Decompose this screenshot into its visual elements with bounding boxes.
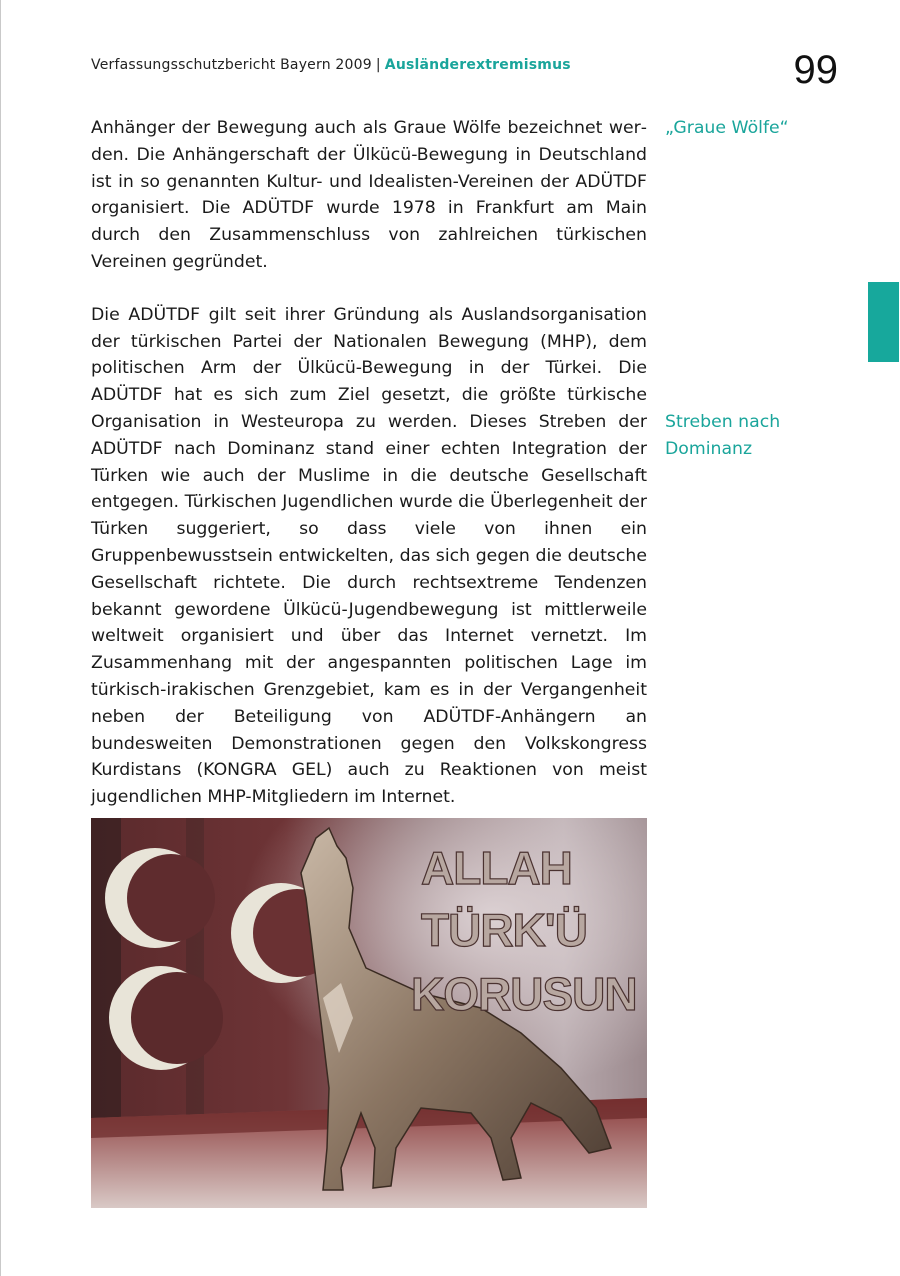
- chapter-tab-marker: [868, 282, 899, 362]
- paragraph: Die ADÜTDF gilt seit ihrer Gründung als Auslandsorganisation der türkischen Partei der Nationalen Bewegung (MHP), dem politischen Arm der Ülkücü-Bewegung in der Türkei. Die ADÜTDF hat es sich zum Ziel gesetzt, die größte türkische Organisation in Westeuropa zu werden. Dieses Streben der ADÜTDF nach Dominanz stand einer echten Integration der Türken wie auch der Muslime in die deutsche Gesellschaft entgegen. Türkischen Jugendlichen wurde die Überlegenheit der Türken suggeriert, so dass viele von ihnen ein Gruppenbewusstsein entwickelten, das sich gegen die deutsche Gesellschaft richtete. Die durch rechtsextreme Tendenzen bekannt gewordene Ülkücü-Jugendbewegung ist mittlerweile weltweit organisiert und über das Internet vernetzt. Im Zusammenhang mit der angespannten politischen Lage im türkisch-irakischen Grenzgebiet, kam es in der Vergangenheit neben der Beteiligung von ADÜTDF-Anhängern an bundesweiten Demonstrationen gegen den Volkskongress Kurdistans (KONGRA GEL) auch zu Reaktionen von meist jugendlichen MHP-Mitgliedern im Internet.: [91, 304, 647, 808]
- photo-slogan-line: TÜRK'Ü: [421, 904, 587, 956]
- publication-title: Verfassungsschutzbericht Bayern 2009: [91, 57, 372, 73]
- paragraph: Anhänger der Bewegung auch als Graue Wölfe bezeichnet werden. Die Anhängerschaft der Ülkücü-Bewegung in Deutschland ist in so genannten Kultur- und Idealisten-Vereinen der ADÜTDF organisiert. Die ADÜTDF wurde 1978 in Frankfurt am Main durch den Zusammenschluss von zahlreichen türkischen Vereinen gegründet.: [91, 118, 647, 272]
- photo-wolf-crescents: [91, 818, 647, 1208]
- page-number: 99: [793, 48, 838, 92]
- margin-note-streben-nach-dominanz: Streben nach Dominanz: [665, 412, 781, 459]
- page-edge-rule: [0, 0, 1, 1276]
- header-separator: |: [375, 57, 381, 73]
- main-text: [91, 115, 647, 837]
- section-title: Ausländerextremismus: [384, 57, 571, 73]
- running-header: [91, 57, 571, 73]
- photo-slogan-line: KORUSUN: [411, 968, 637, 1020]
- photo-slogan-line: ALLAH: [421, 842, 572, 894]
- margin-note-graue-woelfe: „Graue Wölfe“: [665, 118, 789, 138]
